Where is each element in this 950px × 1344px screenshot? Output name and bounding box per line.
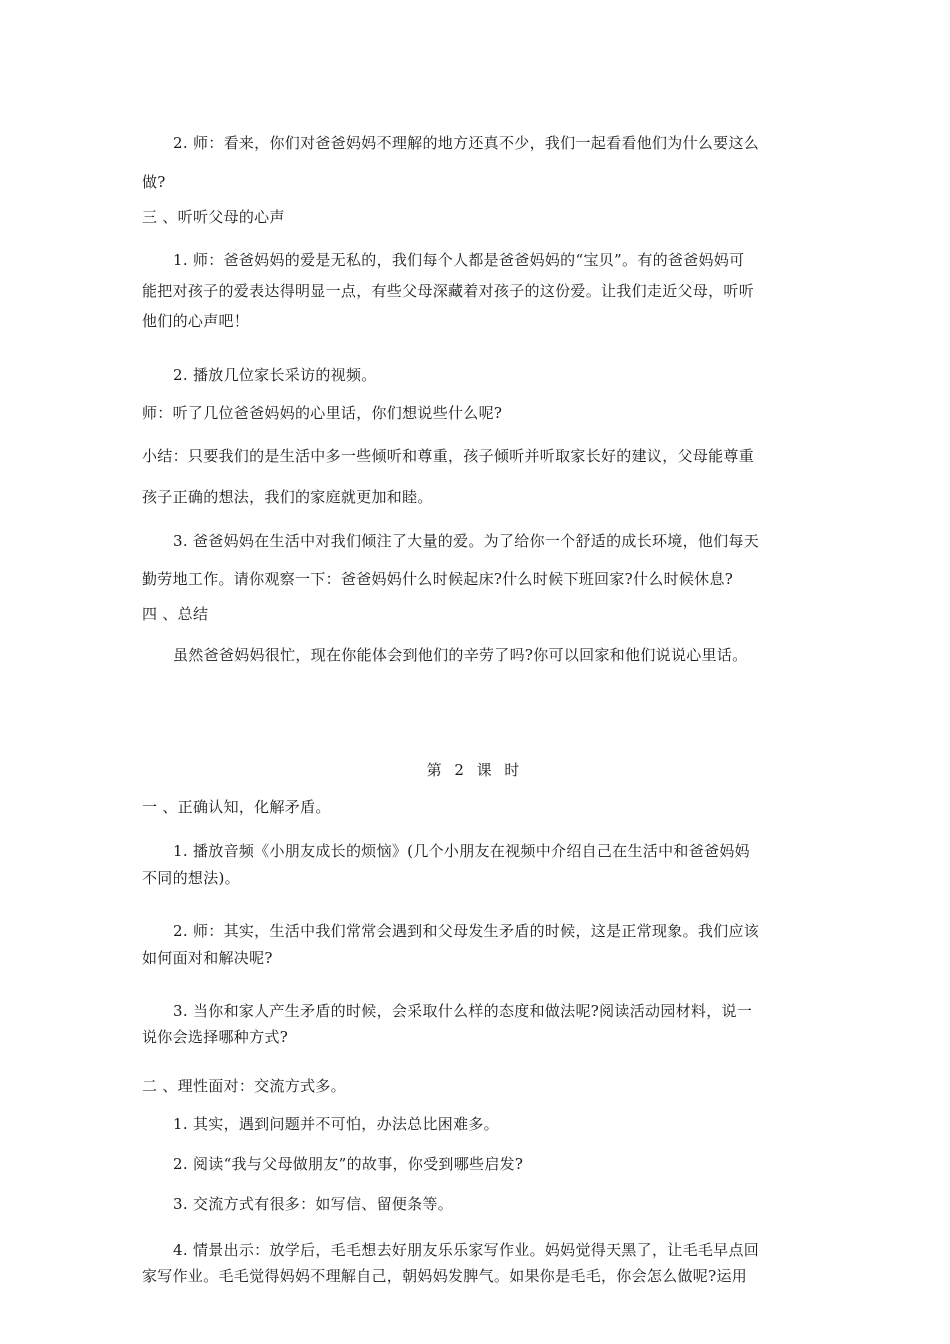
text-line: 1. 师：爸爸妈妈的爱是无私的，我们每个人都是爸爸妈妈的“宝贝”。有的爸爸妈妈可 <box>173 251 745 269</box>
text-line: 如何面对和解决呢? <box>142 949 273 967</box>
text-line: 勤劳地工作。请你观察一下：爸爸妈妈什么时候起床?什么时候下班回家?什么时候休息? <box>142 570 734 588</box>
text-line: 做? <box>142 173 166 191</box>
text-line: 2. 师：其实，生活中我们常常会遇到和父母发生矛盾的时候，这是正常现象。我们应该 <box>173 922 760 940</box>
text-line: 2. 师：看来，你们对爸爸妈妈不理解的地方还真不少，我们一起看看他们为什么要这么 <box>173 134 760 152</box>
text-line: 2. 阅读“我与父母做朋友”的故事，你受到哪些启发? <box>173 1155 524 1173</box>
text-line: 3. 当你和家人产生矛盾的时候，会采取什么样的态度和做法呢?阅读活动园材料，说一 <box>173 1002 753 1020</box>
text-line: 师：听了几位爸爸妈妈的心里话，你们想说些什么呢? <box>142 404 503 422</box>
section-heading: 二 、理性面对：交流方式多。 <box>142 1077 346 1095</box>
text-line: 他们的心声吧！ <box>142 312 250 330</box>
section-heading: 三 、听听父母的心声 <box>142 208 285 226</box>
text-line: 家写作业。毛毛觉得妈妈不理解自己，朝妈妈发脾气。如果你是毛毛，你会怎么做呢?运用 <box>142 1267 748 1285</box>
text-line: 1. 播放音频《小朋友成长的烦恼》(几个小朋友在视频中介绍自己在生活中和爸爸妈妈 <box>173 842 750 860</box>
text-line: 2. 播放几位家长采访的视频。 <box>173 366 377 384</box>
text-line: 能把对孩子的爱表达得明显一点，有些父母深藏着对孩子的这份爱。让我们走近父母，听听 <box>142 282 755 300</box>
section-heading: 一 、正确认知，化解矛盾。 <box>142 798 331 816</box>
text-line: 1. 其实，遇到问题并不可怕，办法总比困难多。 <box>173 1115 499 1133</box>
text-line: 3. 交流方式有很多：如写信、留便条等。 <box>173 1195 454 1213</box>
text-line: 虽然爸爸妈妈很忙，现在你能体会到他们的辛劳了吗?你可以回家和他们说说心里话。 <box>173 646 748 664</box>
text-line: 说你会选择哪种方式? <box>142 1028 289 1046</box>
lesson-title: 第 2 课 时 <box>426 761 524 779</box>
text-line: 孩子正确的想法，我们的家庭就更加和睦。 <box>142 488 433 506</box>
text-line: 不同的想法)。 <box>142 869 240 887</box>
text-line: 4. 情景出示：放学后，毛毛想去好朋友乐乐家写作业。妈妈觉得天黑了，让毛毛早点回 <box>173 1241 760 1259</box>
text-line: 3. 爸爸妈妈在生活中对我们倾注了大量的爱。为了给你一个舒适的成长环境，他们每天 <box>173 532 760 550</box>
text-line: 小结：只要我们的是生活中多一些倾听和尊重，孩子倾听并听取家长好的建议，父母能尊重 <box>142 447 755 465</box>
section-heading: 四 、总结 <box>142 605 209 623</box>
